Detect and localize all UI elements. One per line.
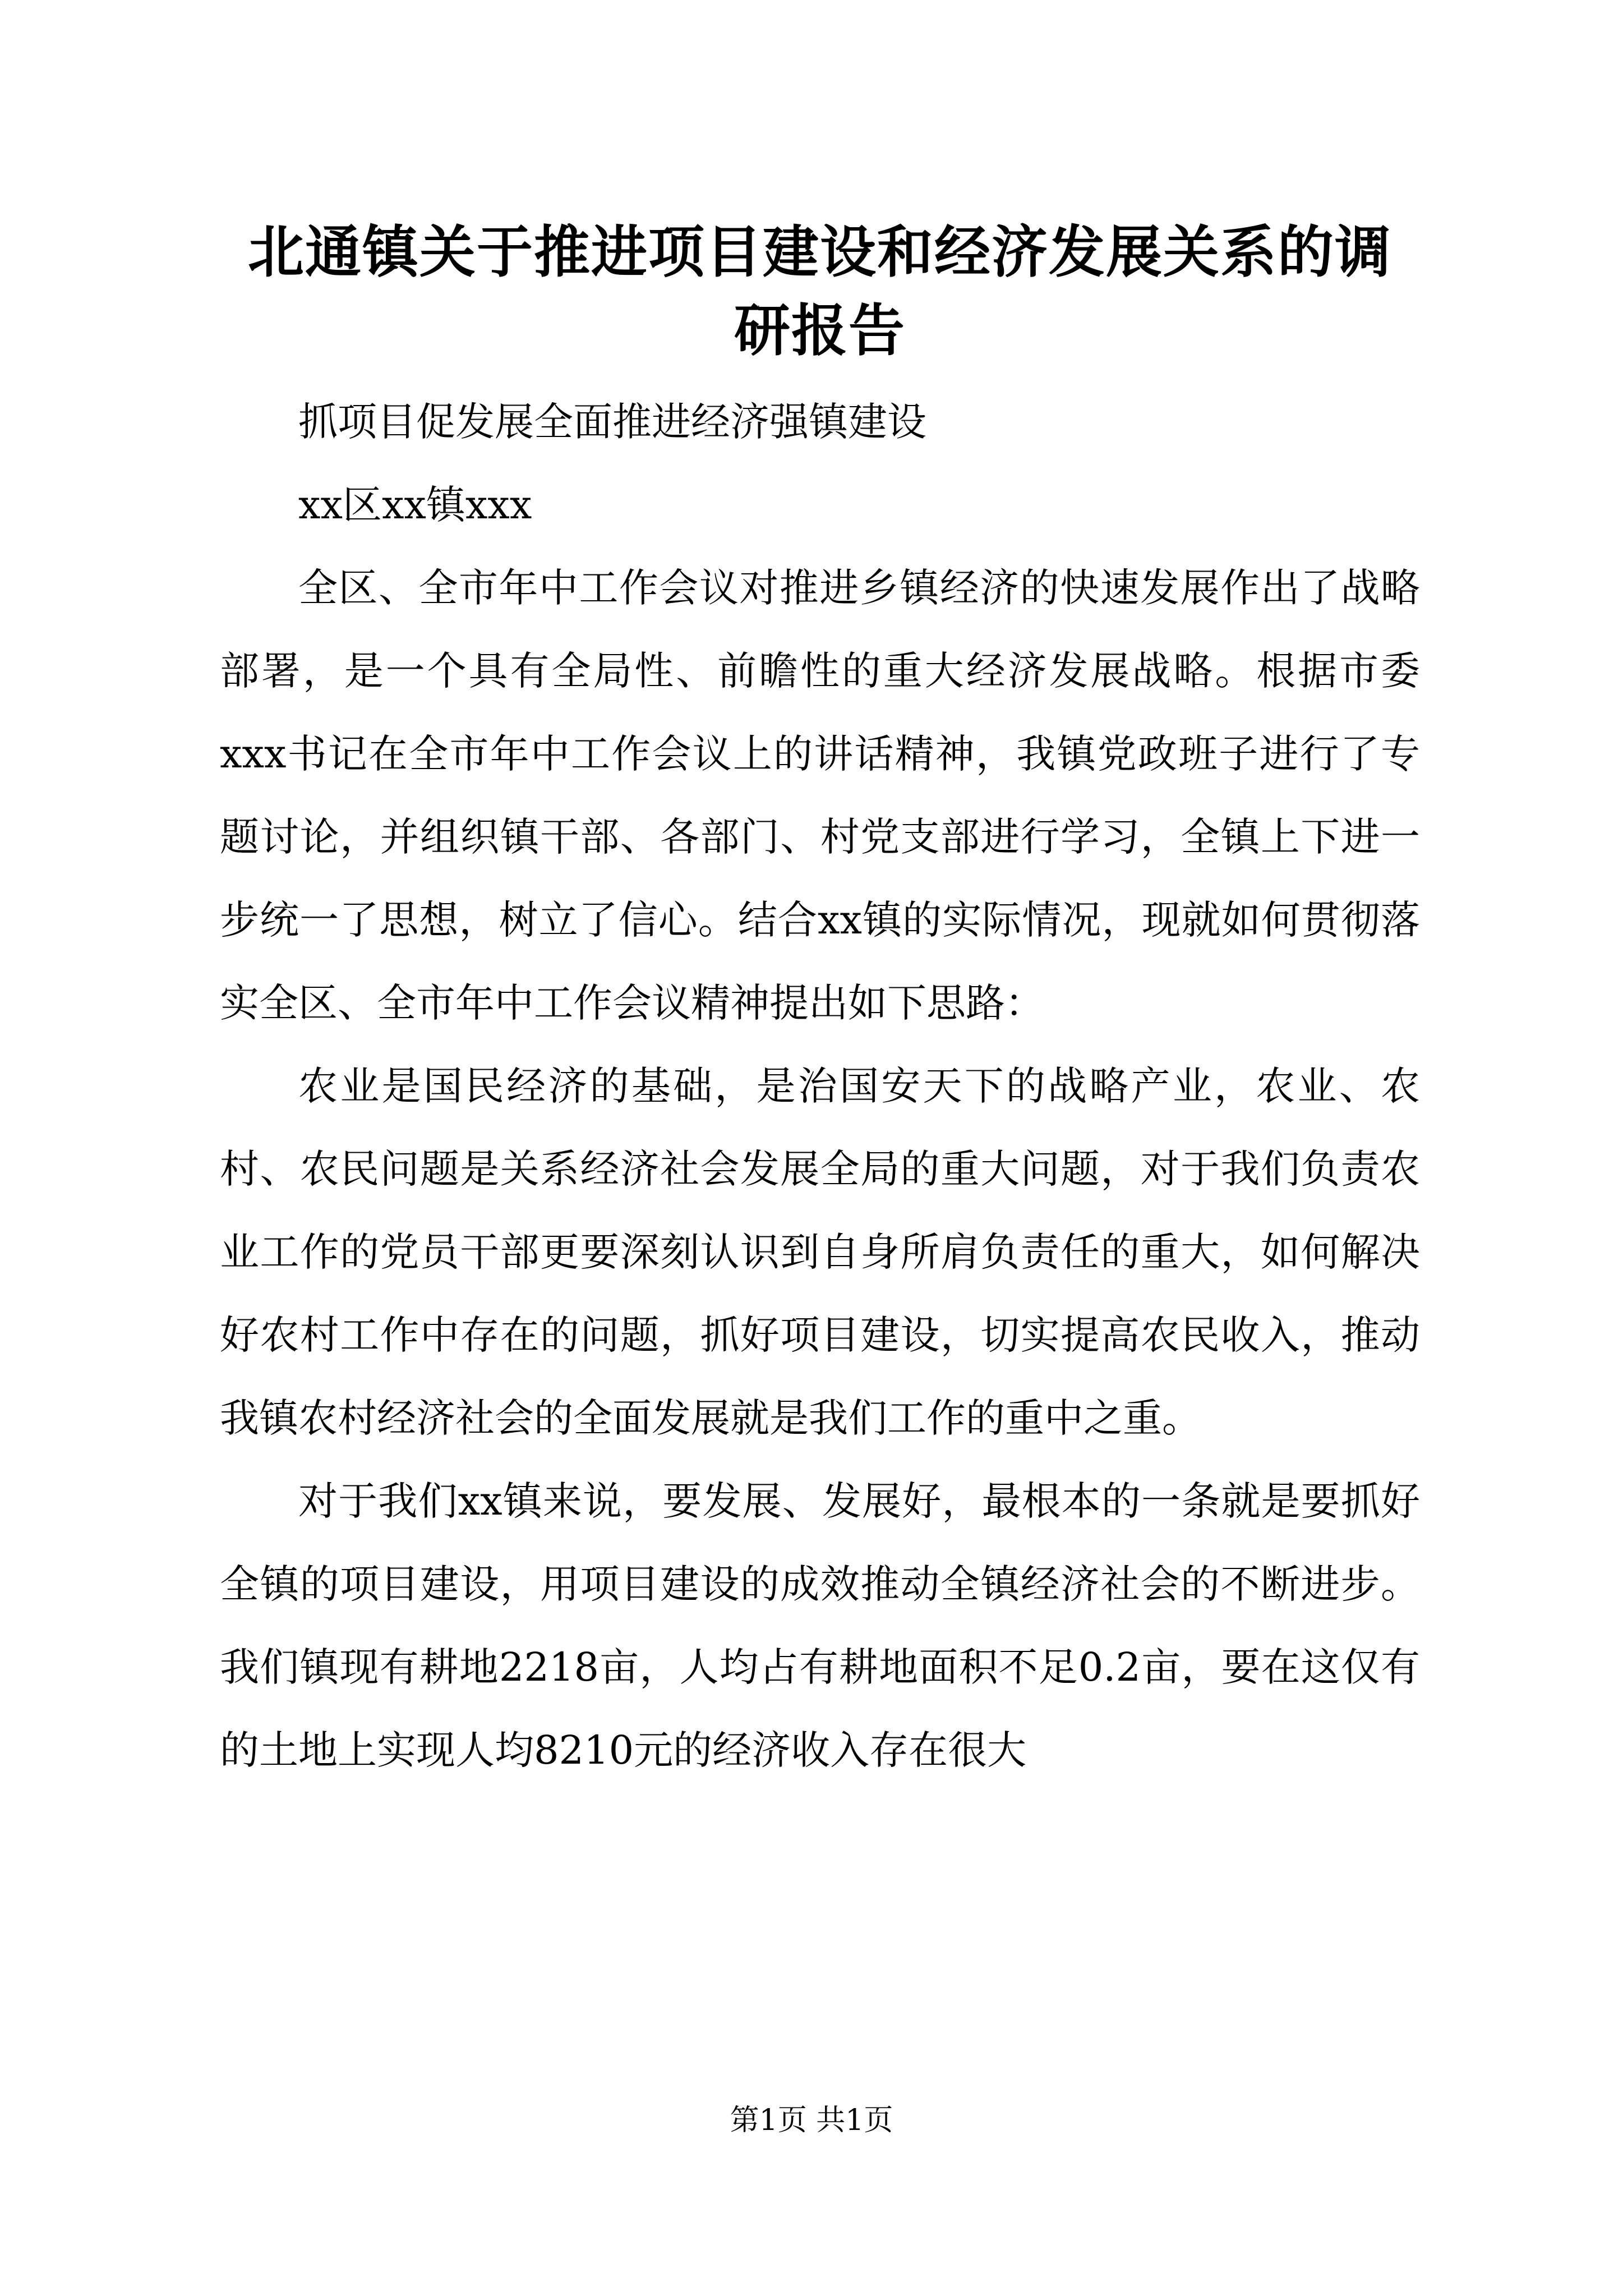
- document-body: [220, 213, 1420, 1792]
- document-subtitle: 抓项目促发展全面推进经济强镇建设: [298, 399, 926, 445]
- document-title: 北通镇关于推进项目建设和经济发展关系的调研报告: [248, 219, 1392, 364]
- author-line: xx区xx镇xxx: [298, 482, 532, 528]
- paragraph-3: 对于我们xx镇来说，要发展、发展好，最根本的一条就是要抓好全镇的项目建设，用项目建设的成效推动全镇经济社会的不断进步。我们镇现有耕地2218亩，人均占有耕地面积不足0.2亩，要在这仅有的土地上实现人均8210元的经济收入存在很大: [220, 1478, 1420, 1773]
- paragraph-1: 全区、全市年中工作会议对推进乡镇经济的快速发展作出了战略部署，是一个具有全局性、前瞻性的重大经济发展战略。根据市委xxx书记在全市年中工作会议上的讲话精神，我镇党政班子进行了专题讨论，并组织镇干部、各部门、村党支部进行学习，全镇上下进一步统一了思想，树立了信心。结合xx镇的实际情况，现就如何贯彻落实全区、全市年中工作会议精神提出如下思路：: [220, 565, 1420, 1026]
- page-footer: 第1页 共1页: [730, 2104, 893, 2137]
- paragraph-2: 农业是国民经济的基础，是治国安天下的战略产业，农业、农村、农民问题是关系经济社会发展全局的重大问题，对于我们负责农业工作的党员干部更要深刻认识到自身所肩负责任的重大，如何解决好农村工作中存在的问题，抓好项目建设，切实提高农民收入，推动我镇农村经济社会的全面发展就是我们工作的重中之重。: [220, 1063, 1420, 1441]
